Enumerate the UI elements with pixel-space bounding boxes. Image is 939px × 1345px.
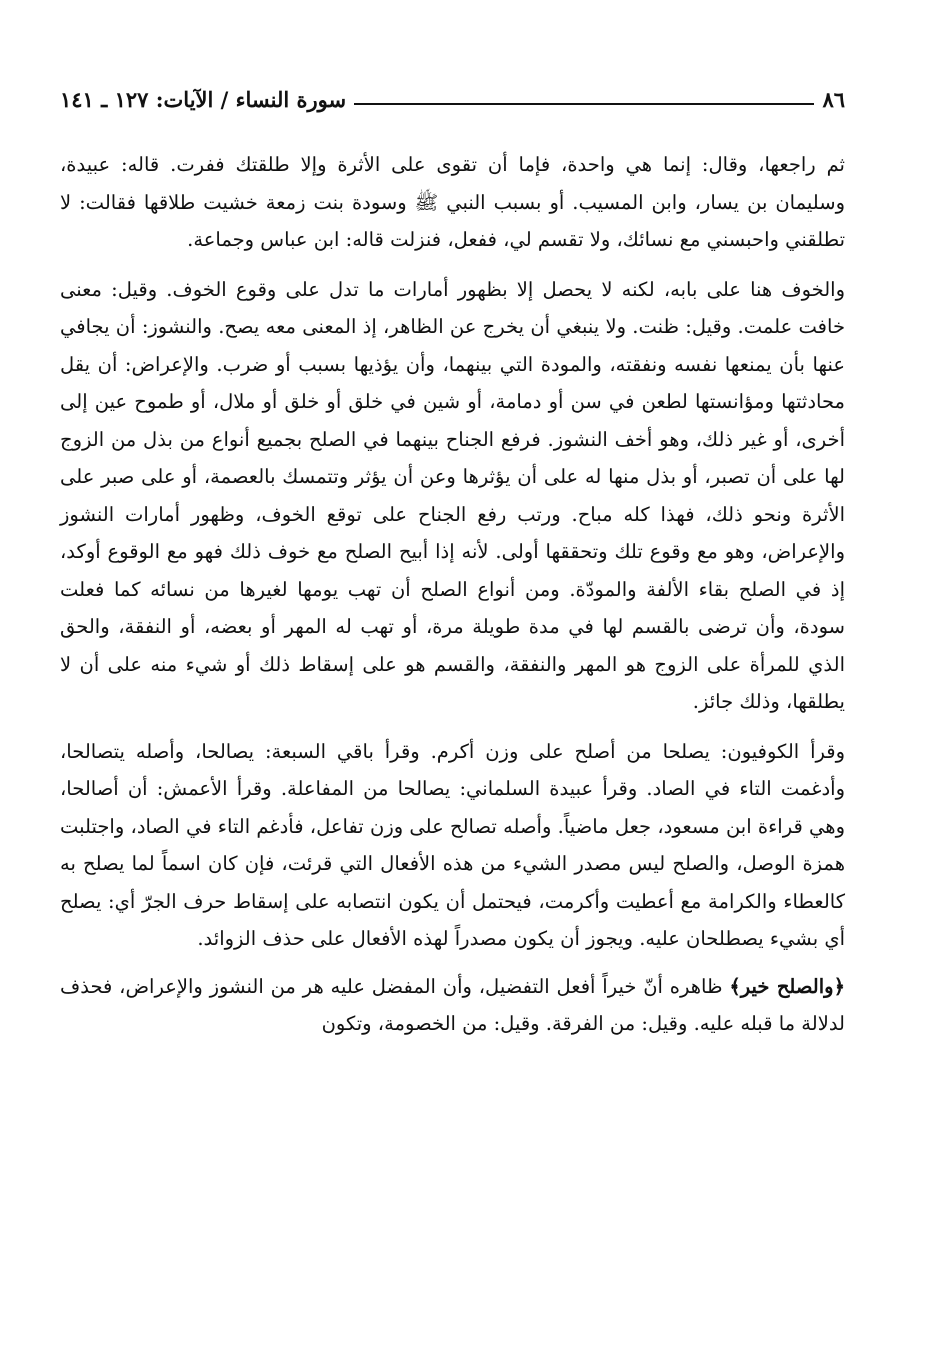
running-header (60, 82, 845, 112)
header-title: سورة النساء / الآيات: ١٢٧ ـ ١٤١ (60, 87, 347, 112)
paragraph-3: وقرأ الكوفيون: يصلحا من أصلح على وزن أكرم. وقرأ باقي السبعة: يصالحا، وأصله يتصالحا، وأدغمت التاء في الصاد. وقرأ عبيدة السلماني: يصالحا من المفاعلة. وقرأ الأعمش: أن أصالحا، وهي قراءة ابن مسعود، جعل ماضياً. وأصله تصالح على وزن تفاعل، فأدغم التاء في الصاد، واجتلبت همزة الوصل، والصلح ليس مصدر الشيء من هذه الأفعال التي قرئت، فإن كان اسماً لما يصلح به كالعطاء والكرامة مع أعطيت وأكرمت، فيحتمل أن يكون انتصابه على إسقاط حرف الجرّ أي: يصلح أي بشيء يصطلحان عليه. ويجوز أن يكون مصدراً لهذه الأفعال على حذف الزوائد. (60, 739, 845, 950)
paragraph-1: ثم راجعها، وقال: إنما هي واحدة، فإما أن تقوى على الأثرة وإلا طلقتك ففرت. قاله: عبيدة، وسليمان بن يسار، وابن المسيب. أو بسبب النبي ﷺ وسودة بنت زمعة خشيت طلاقها فقالت: لا تطلقني واحبسني مع نسائك، ولا تقسم لي، ففعل، فنزلت قاله: ابن عباس وجماعة. (60, 153, 845, 251)
paragraph-2: والخوف هنا على بابه، لكنه لا يحصل إلا بظهور أمارات ما تدل على وقوع الخوف. وقيل: معنى خافت علمت. وقيل: ظنت. ولا ينبغي أن يخرج عن الظاهر، إذ المعنى معه يصح. والنشوز: أن يجافي عنها بأن يمنعها نفسه ونفقته، والمودة التي بينهما، وأن يؤذيها بسبب أو ضرب. والإعراض: أن يقل محادثتها ومؤانستها لطعن في سن أو دمامة، أو شين في خلق أو خلق أو ملال، أو طموح عين إلى أخرى، أو غير ذلك، وهو أخف النشوز. فرفع الجناح بينهما في الصلح بجميع أنواع من بذل من الزوج لها على أن تصبر، أو بذل منها له على أن يؤثرها وعن أن يؤثر وتتمسك بالعصمة، أو على صبر على الأثرة ونحو ذلك، فهذا كله مباح. ورتب رفع الجناح على توقع الخوف، وظهور أمارات النشوز والإعراض، وهو مع وقوع تلك وتحققها أولى. لأنه إذا أبيح الصلح مع خوف ذلك فهو مع الوقوع أوكد، إذ في الصلح بقاء الألفة والمودّة. ومن أنواع الصلح أن تهب يومها لغيرها من نسائه كما فعلت سودة، وأن ترضى بالقسم لها في مدة طويلة مرة، أو تهب له المهر أو بعضه، أو النفقة، والحق الذي للمرأة على الزوج هو المهر والنفقة، والقسم هو على إسقاط ذلك أو شيء منه على أن لا يطلقها، وذلك جائز. (60, 277, 845, 713)
page-number: ٨٦ (822, 87, 845, 112)
book-page (60, 82, 845, 1322)
paragraph-4 (60, 968, 845, 1043)
quranic-phrase: ﴿والصلح خير﴾ (729, 974, 845, 998)
paragraph-4-text: ظاهره أنّ خيراً أفعل التفضيل، وأن المفضل عليه هر من النشوز والإعراض، فحذف لدلالة ما قبله عليه. وقيل: من الفرقة. وقيل: من الخصومة، وتكون (60, 974, 845, 1035)
header-rule (354, 103, 814, 105)
